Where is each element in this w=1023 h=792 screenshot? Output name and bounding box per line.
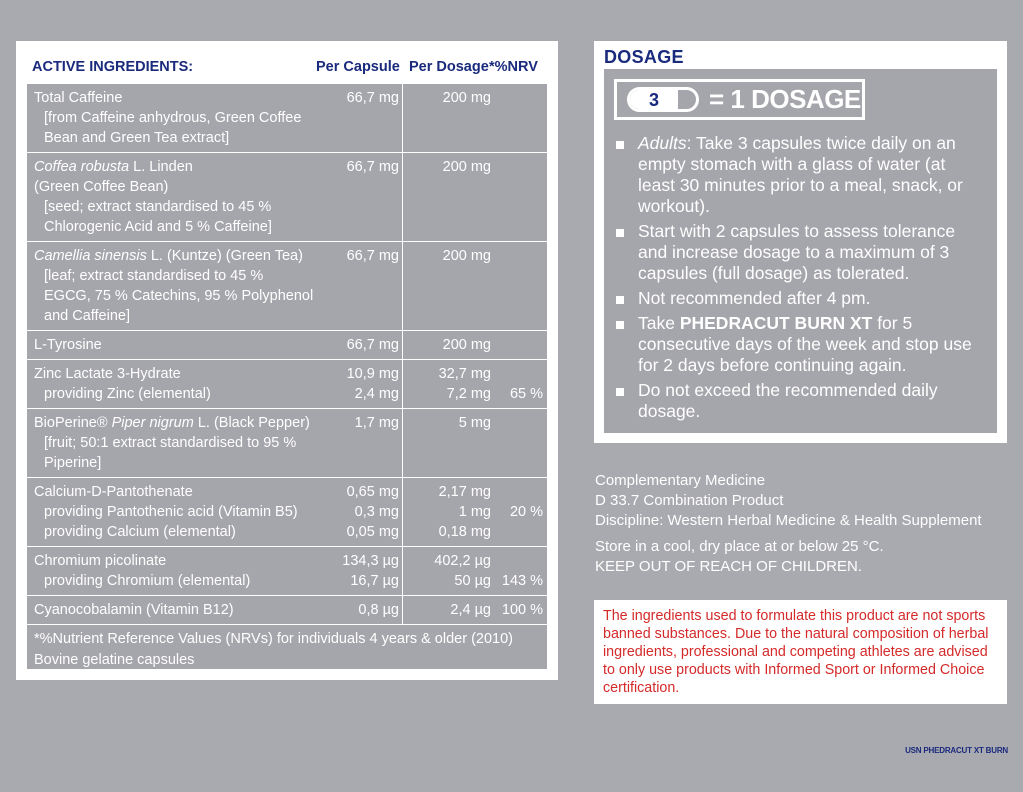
dosage-instructions <box>616 133 987 426</box>
ingredient-name: Chromium picolinate <box>34 553 167 569</box>
ingredient-name: L-Tyrosine <box>34 337 102 353</box>
per-capsule-value: 66,7 mg <box>346 248 399 264</box>
product-name: PHEDRACUT BURN XT <box>679 313 873 333</box>
capsule-note: Bovine gelatine capsules <box>34 652 195 668</box>
ingredient-detail: [fruit; 50:1 extract standardised to 95 % <box>44 435 297 451</box>
per-capsule-value: 0,8 µg <box>358 602 399 618</box>
header-active-ingredients: ACTIVE INGREDIENTS: <box>32 59 194 75</box>
ingredients-panel <box>16 41 558 680</box>
table-row <box>27 331 547 360</box>
table-row <box>27 478 547 547</box>
product-code: USN PHEDRACUT XT BURN <box>905 746 1008 755</box>
list-item: Take PHEDRACUT BURN XT for 5 consecutive days of the week and stop use for 2 days before continuing again. <box>616 313 987 376</box>
nrv-value: 100 % <box>501 602 543 618</box>
ingredient-providing: providing Pantothenic acid (Vitamin B5) <box>44 504 298 520</box>
ingredient-name: BioPerine® Piper nigrum L. (Black Pepper) <box>34 415 310 431</box>
ingredient-providing: providing Zinc (elemental) <box>44 386 211 402</box>
header-per-capsule: Per Capsule <box>316 59 400 75</box>
list-item: Start with 2 capsules to assess tolerance and increase dosage to a maximum of 3 capsules (full dosage) as tolerated. <box>616 221 987 284</box>
adults-label: Adults <box>638 133 687 153</box>
ingredient-providing: providing Chromium (elemental) <box>44 573 251 589</box>
table-row <box>27 153 547 242</box>
per-dosage-value: 200 mg <box>442 159 491 175</box>
info-line: D 33.7 Combination Product <box>595 492 784 509</box>
ingredient-common-name: (Green Coffee Bean) <box>34 179 169 195</box>
dosage-badge <box>614 79 865 120</box>
per-dosage-value: 1 mg <box>458 504 491 520</box>
ingredient-detail: [from Caffeine anhydrous, Green Coffee <box>44 110 302 126</box>
per-dosage-value: 2,4 µg <box>450 602 491 618</box>
ingredient-name: Coffea robusta L. Linden <box>34 159 193 175</box>
per-dosage-value: 7,2 mg <box>446 386 491 402</box>
ingredient-name: Cyanocobalamin (Vitamin B12) <box>34 602 234 618</box>
capsule-icon <box>627 87 699 112</box>
ingredient-detail: Piperine] <box>44 455 102 471</box>
list-item: Adults: Take 3 capsules twice daily on an empty stomach with a glass of water (at least 30 minutes prior to a meal, snack, or workout). <box>616 133 987 217</box>
per-capsule-value: 66,7 mg <box>346 159 399 175</box>
ingredients-table <box>27 84 547 625</box>
per-capsule-value: 0,05 mg <box>346 524 399 540</box>
ingredients-table-container <box>27 52 547 669</box>
header-per-dosage: Per Dosage <box>409 59 489 75</box>
per-dosage-value: 32,7 mg <box>438 366 491 382</box>
per-dosage-value: 50 µg <box>454 573 491 589</box>
table-row <box>27 84 547 153</box>
dosage-equals-label: = 1 DOSAGE <box>709 84 861 114</box>
ingredient-detail: EGCG, 75 % Catechins, 95 % Polyphenol <box>44 288 314 304</box>
per-capsule-value: 16,7 µg <box>350 573 399 589</box>
ingredient-detail: and Caffeine] <box>44 308 130 324</box>
per-dosage-value: 200 mg <box>442 248 491 264</box>
per-capsule-value: 134,3 µg <box>342 553 399 569</box>
ingredient-detail: Chlorogenic Acid and 5 % Caffeine] <box>44 219 272 235</box>
per-dosage-value: 0,18 mg <box>438 524 491 540</box>
header-nrv: *%NRV <box>489 59 538 75</box>
per-dosage-value: 5 mg <box>458 415 491 431</box>
warning-children: KEEP OUT OF REACH OF CHILDREN. <box>595 558 862 575</box>
nrv-footnote: *%Nutrient Reference Values (NRVs) for individuals 4 years & older (2010) <box>34 631 513 647</box>
per-capsule-value: 1,7 mg <box>354 415 399 431</box>
per-capsule-value: 66,7 mg <box>346 337 399 353</box>
list-item: Not recommended after 4 pm. <box>616 288 987 309</box>
nrv-value: 65 % <box>509 386 543 402</box>
ingredient-name: Zinc Lactate 3-Hydrate <box>34 366 181 382</box>
table-row <box>27 409 547 478</box>
per-capsule-value: 10,9 mg <box>346 366 399 382</box>
per-dosage-value: 200 mg <box>442 90 491 106</box>
table-row <box>27 547 547 596</box>
per-capsule-value: 0,3 mg <box>354 504 399 520</box>
ingredient-name: Total Caffeine <box>34 90 123 106</box>
info-line: Complementary Medicine <box>595 472 766 489</box>
list-item: Do not exceed the recommended daily dosage. <box>616 380 987 422</box>
ingredients-footnotes <box>27 625 547 675</box>
sports-warning: The ingredients used to formulate this product are not sports banned substances. Due to the natural composition of herbal ingredients, professional and competing athletes are advised to only use products with Informed Sport or Informed Choice certification. <box>594 600 1007 704</box>
nrv-value: 20 % <box>509 504 543 520</box>
info-line: Discipline: Western Herbal Medicine & Health Supplement <box>595 512 982 529</box>
nrv-value: 143 % <box>501 573 543 589</box>
ingredient-detail: [leaf; extract standardised to 45 % <box>44 268 264 284</box>
ingredient-detail: [seed; extract standardised to 45 % <box>44 199 272 215</box>
per-capsule-value: 66,7 mg <box>346 90 399 106</box>
dosage-content <box>604 69 997 433</box>
table-row <box>27 242 547 331</box>
per-dosage-value: 2,17 mg <box>438 484 491 500</box>
ingredient-name: Calcium-D-Pantothenate <box>34 484 193 500</box>
table-row <box>27 360 547 409</box>
ingredients-header <box>27 52 547 84</box>
table-row <box>27 596 547 625</box>
ingredient-providing: providing Calcium (elemental) <box>44 524 236 540</box>
per-capsule-value: 0,65 mg <box>346 484 399 500</box>
per-dosage-value: 402,2 µg <box>434 553 491 569</box>
ingredient-name: Camellia sinensis L. (Kuntze) (Green Tea) <box>34 248 303 264</box>
dosage-title: DOSAGE <box>604 47 684 67</box>
product-info <box>595 471 982 577</box>
per-capsule-value: 2,4 mg <box>354 386 399 402</box>
capsule-count: 3 <box>630 90 678 109</box>
ingredient-detail: Bean and Green Tea extract] <box>44 130 230 146</box>
storage-line: Store in a cool, dry place at or below 25 °C. <box>595 538 884 555</box>
dosage-panel <box>594 41 1007 443</box>
per-dosage-value: 200 mg <box>442 337 491 353</box>
